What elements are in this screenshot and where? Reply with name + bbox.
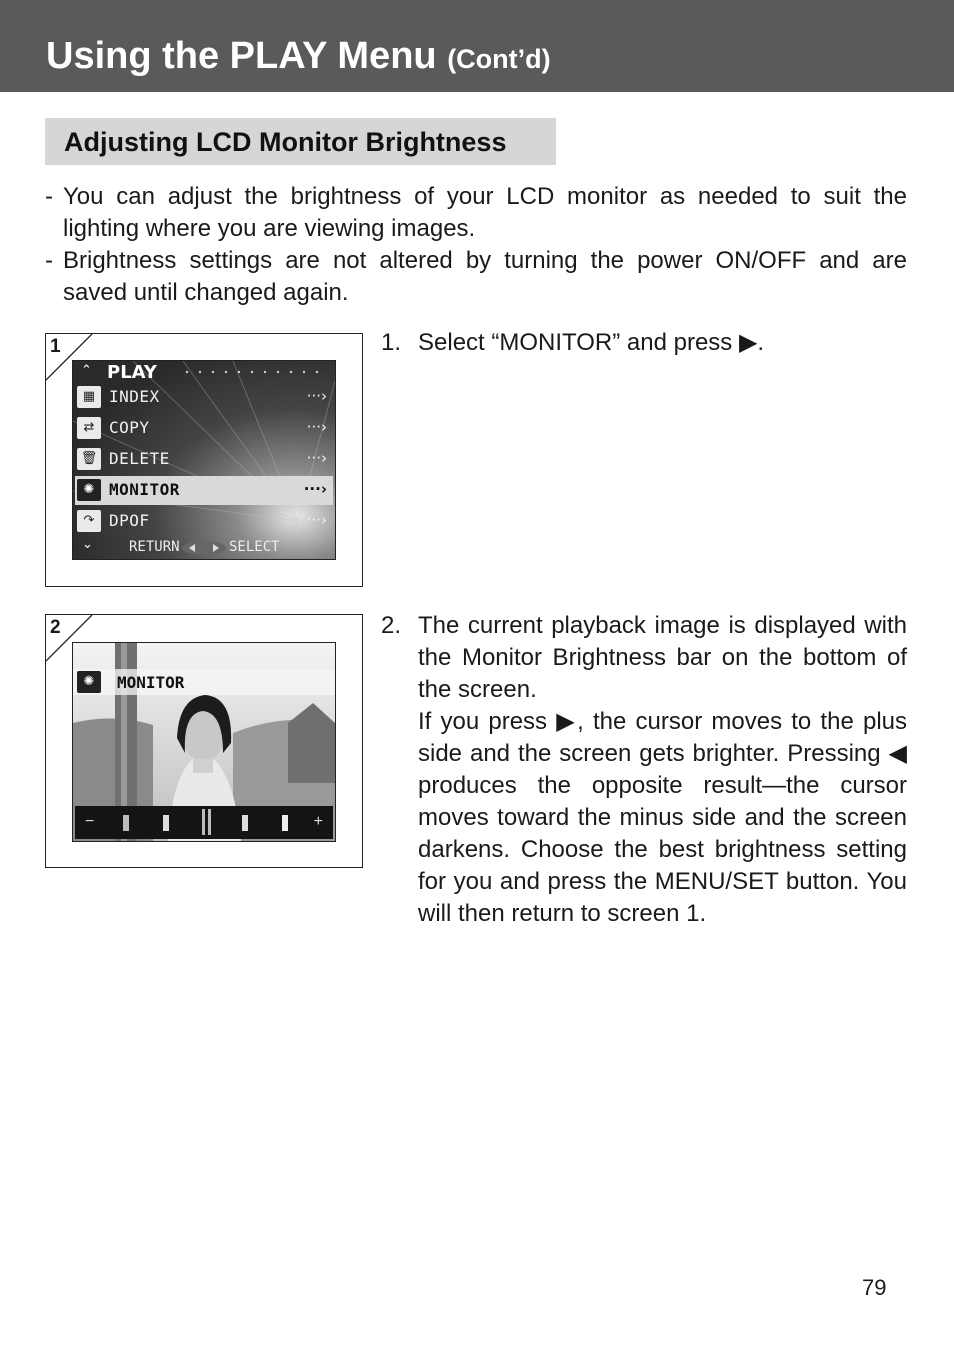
step-1	[381, 327, 907, 359]
arrow-right-icon: ···›	[306, 449, 327, 467]
arrow-right-icon: ···›	[306, 511, 327, 529]
step-item	[381, 610, 907, 930]
copy-icon: ⇄	[77, 417, 101, 439]
step-text: Select “MONITOR” and press ▶.	[418, 329, 765, 356]
arrow-right-icon: ···›	[306, 387, 327, 405]
left-right-control-icon	[181, 540, 227, 556]
menu-item-label: MONITOR	[109, 480, 180, 499]
menu-item-label: COPY	[109, 418, 150, 437]
lcd-screen-brightness	[72, 642, 336, 842]
trash-icon: 🗑	[77, 448, 101, 470]
figure-number: 2	[50, 617, 61, 638]
scale-tick	[123, 815, 129, 831]
menu-item-label: INDEX	[109, 387, 160, 406]
index-icon: ▦	[77, 386, 101, 408]
menu-item-monitor[interactable]	[75, 476, 333, 505]
figure-1	[45, 333, 363, 587]
menu-item-label: DPOF	[109, 511, 150, 530]
bullet-dash: -	[45, 183, 53, 210]
scale-tick	[242, 815, 248, 831]
title-text: Using the PLAY Menu	[46, 35, 437, 77]
chevron-down-icon: ⌄	[82, 537, 93, 552]
scale-tick	[282, 815, 288, 831]
page-title	[46, 34, 551, 81]
scale-cursor[interactable]	[202, 809, 205, 835]
step-number: 1.	[381, 329, 402, 356]
bullet-text: Brightness settings are not altered by turning the power ON/OFF and are saved until changed again.	[63, 247, 907, 306]
arrow-right-icon: ···›	[306, 418, 327, 436]
step-text: If you press ▶, the cursor moves to the plus side and the screen gets brighter. Pressing ◀ produces the opposite result—the cursor moves toward the minus side and the screen darkens. Choose the best brightness setting for you and press the MENU/SET button. You will then return to screen 1.	[418, 708, 907, 927]
brightness-icon: ✺	[77, 479, 101, 501]
figure-2	[45, 614, 363, 868]
page-number: 79	[862, 1275, 887, 1300]
bullet-item	[45, 181, 907, 245]
menu-title: PLAY	[107, 362, 157, 383]
brightness-icon: ✺	[77, 671, 101, 693]
menu-item-label: DELETE	[109, 449, 170, 468]
menu-item-index[interactable]	[75, 383, 333, 412]
minus-label: −	[85, 813, 95, 830]
monitor-label-bar	[73, 669, 335, 695]
bullet-text: You can adjust the brightness of your LCD monitor as needed to suit the lighting where you are viewing images.	[63, 183, 907, 242]
title-subtitle: (Cont’d)	[447, 44, 551, 74]
footer-return-label: RETURN	[129, 539, 180, 555]
step-number: 2.	[381, 612, 402, 639]
brightness-bar[interactable]	[75, 806, 333, 839]
section-heading-text: Adjusting LCD Monitor Brightness	[64, 127, 507, 157]
bullet-item	[45, 245, 907, 309]
dpof-icon: ↷	[77, 510, 101, 532]
page-header	[0, 0, 954, 92]
plus-label: +	[313, 813, 323, 830]
monitor-label: MONITOR	[117, 673, 185, 692]
menu-item-copy[interactable]	[75, 414, 333, 443]
step-item	[381, 327, 907, 359]
arrow-right-icon: ···›	[303, 480, 327, 498]
menu-item-delete[interactable]	[75, 445, 333, 474]
step-text: The current playback image is displayed with the Monitor Brightness bar on the bottom of the screen.	[418, 612, 907, 703]
step-2	[381, 610, 907, 930]
menu-title-dots	[185, 369, 325, 377]
figure-number: 1	[50, 336, 61, 357]
chevron-up-icon: ⌃	[81, 363, 92, 378]
bullet-dash: -	[45, 247, 53, 274]
lcd-screen-menu	[72, 360, 336, 560]
scale-tick	[163, 815, 169, 831]
section-heading	[45, 118, 556, 165]
intro-bullets	[45, 181, 907, 309]
brightness-scale	[75, 806, 333, 839]
footer-select-label: SELECT	[229, 539, 280, 555]
menu-item-dpof[interactable]	[75, 507, 333, 536]
scale-cursor[interactable]	[208, 809, 211, 835]
